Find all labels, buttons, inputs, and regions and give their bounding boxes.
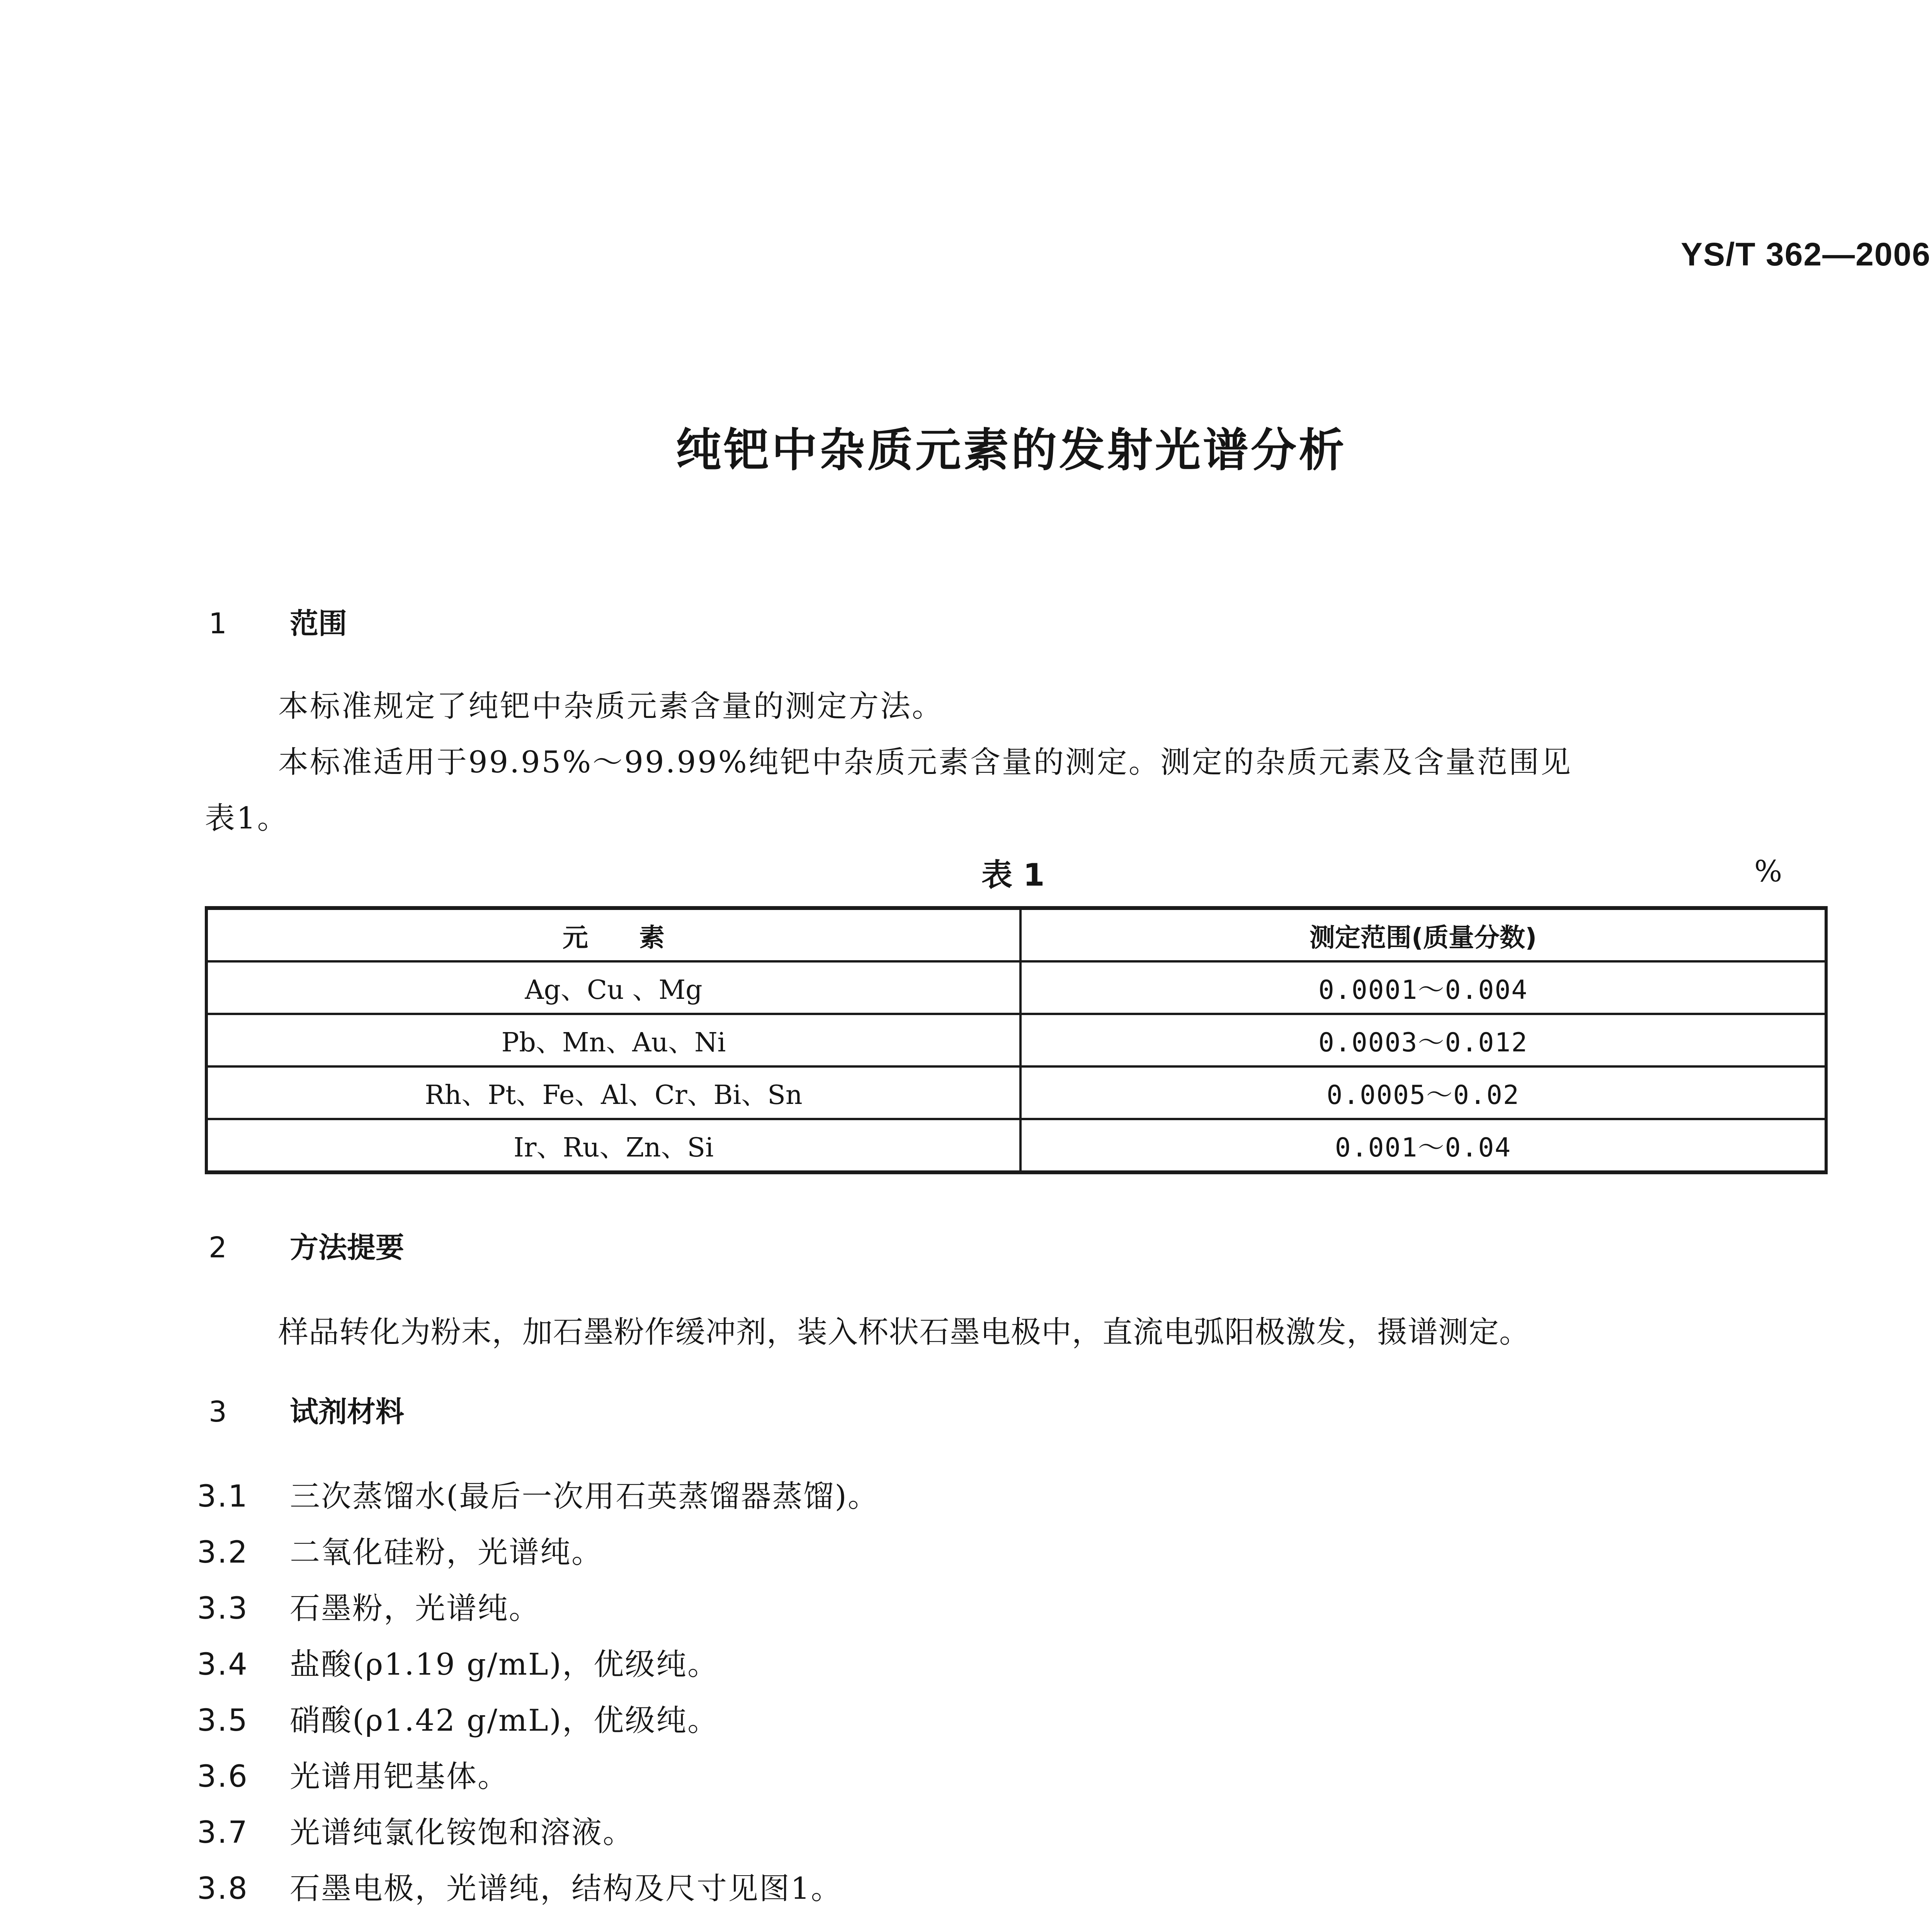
reagent-item	[197, 1584, 540, 1628]
reagent-item	[197, 1864, 842, 1908]
figure-unit-note	[1437, 1926, 1573, 1932]
document-title: 纯钯中杂质元素的发射光谱分析	[675, 423, 1347, 477]
table-header-row	[206, 908, 1826, 961]
scope-paragraph-2: 本标准适用于99.95%～99.99%纯钯中杂质元素含量的测定。测定的杂质元素及含量范围见	[278, 745, 1572, 780]
reagent-item	[197, 1528, 603, 1571]
table-cell-range: 0.0005～0.02	[1020, 1066, 1826, 1119]
table-header-element: 元 素	[206, 908, 1020, 961]
scope-paragraph-2-cont: 表1。	[205, 801, 289, 836]
item-text: 盐酸(ρ1.19 g/mL)，优级纯。	[290, 1647, 719, 1682]
item-number: 3.1	[197, 1479, 249, 1514]
reagent-item	[197, 1472, 879, 1515]
reagent-item	[197, 1696, 719, 1740]
item-number: 3.7	[197, 1815, 249, 1850]
table-caption: 表 1	[981, 857, 1045, 893]
item-number: 3.5	[197, 1703, 249, 1738]
scope-paragraph-1: 本标准规定了纯钯中杂质元素含量的测定方法。	[278, 689, 944, 724]
reagent-item	[197, 1808, 634, 1852]
table-row	[206, 1119, 1826, 1172]
item-number: 3.4	[197, 1647, 249, 1682]
table-cell-range: 0.0001～0.004	[1020, 961, 1826, 1014]
item-number: 3.8	[197, 1871, 249, 1906]
table-cell-range: 0.0003～0.012	[1020, 1014, 1826, 1066]
item-text: 光谱纯氯化铵饱和溶液。	[290, 1815, 634, 1850]
section-3-heading	[209, 1389, 404, 1430]
table-cell-elements: Ag、Cu 、Mg	[206, 961, 1020, 1014]
reagent-item	[197, 1640, 719, 1684]
item-number: 3.2	[197, 1535, 249, 1570]
table-cell-elements: Ir、Ru、Zn、Si	[206, 1119, 1020, 1172]
reagent-item	[197, 1752, 509, 1796]
item-text: 硝酸(ρ1.42 g/mL)，优级纯。	[290, 1703, 719, 1738]
table-row	[206, 1066, 1826, 1119]
section-2-heading	[209, 1225, 404, 1266]
section-title: 试剂材料	[290, 1395, 404, 1429]
item-number: 3.6	[197, 1759, 249, 1794]
standard-code: YS/T 362—2006	[1681, 236, 1931, 272]
section-title: 方法提要	[290, 1231, 404, 1264]
item-text: 石墨粉，光谱纯。	[290, 1591, 541, 1626]
table-cell-elements: Pb、Mn、Au、Ni	[206, 1014, 1020, 1066]
section-1-heading	[209, 601, 347, 642]
impurity-table	[205, 906, 1828, 1174]
table-cell-elements: Rh、Pt、Fe、Al、Cr、Bi、Sn	[206, 1066, 1020, 1119]
item-number: 3.3	[197, 1591, 249, 1626]
item-text: 石墨电极，光谱纯，结构及尺寸见图1。	[290, 1871, 842, 1906]
table-row	[206, 961, 1826, 1014]
item-text: 三次蒸馏水(最后一次用石英蒸馏器蒸馏)。	[290, 1479, 879, 1514]
table-row	[206, 1014, 1826, 1066]
table-unit: %	[1754, 854, 1782, 888]
section-title: 范围	[290, 607, 347, 640]
item-text: 二氧化硅粉，光谱纯。	[290, 1535, 603, 1570]
item-text: 光谱用钯基体。	[290, 1759, 509, 1794]
section-number: 1	[209, 607, 227, 640]
section-number: 3	[209, 1395, 227, 1429]
table-cell-range: 0.001～0.04	[1020, 1119, 1826, 1172]
table-header-range: 测定范围(质量分数)	[1020, 908, 1826, 961]
section-number: 2	[209, 1231, 227, 1264]
method-paragraph: 样品转化为粉末，加石墨粉作缓冲剂，装入杯状石墨电极中，直流电弧阳极激发，摄谱测定。	[278, 1315, 1530, 1350]
